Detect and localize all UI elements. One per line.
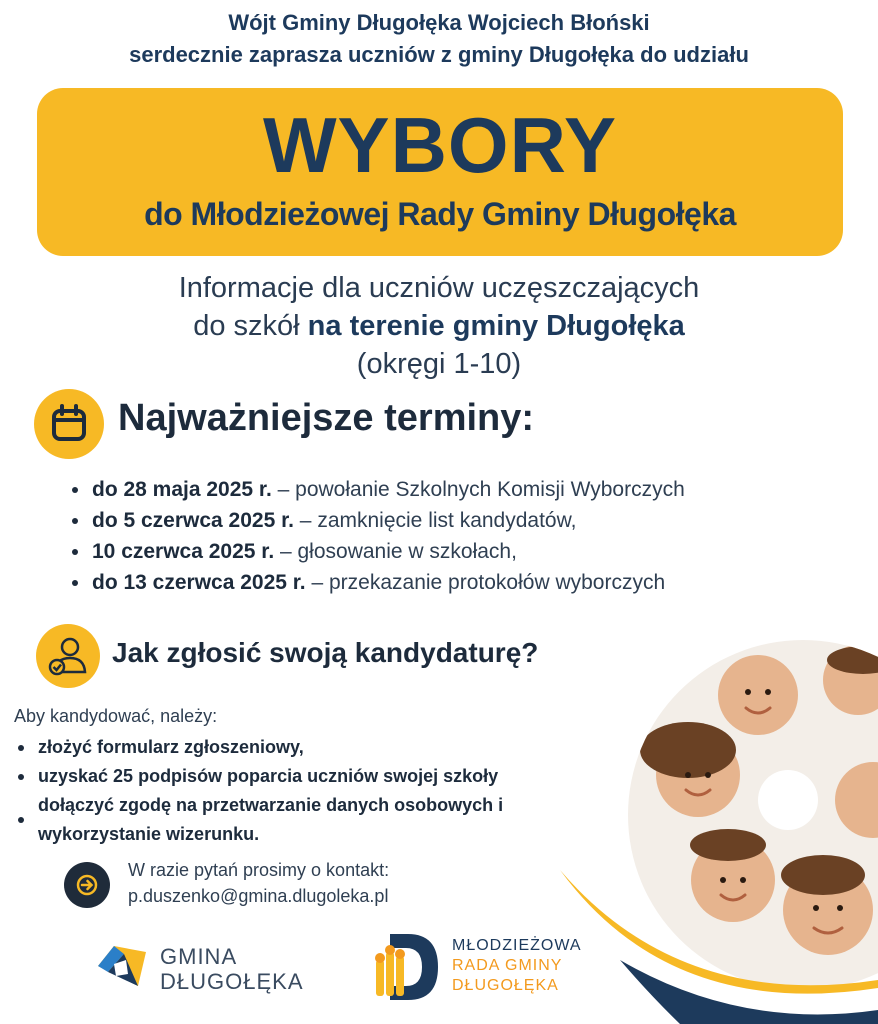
- deadlines-icon-badge: [34, 389, 104, 459]
- banner-subtitle: do Młodzieżowej Rady Gminy Długołęka: [144, 196, 736, 232]
- deadline-text: – zamknięcie list kandydatów,: [293, 509, 577, 532]
- contact-email[interactable]: p.duszenko@gmina.dlugoleka.pl: [128, 886, 389, 906]
- deadline-date: do 28 maja 2025 r.: [92, 478, 272, 501]
- info-line-2-prefix: do szkół: [193, 310, 308, 342]
- user-check-icon: [36, 624, 100, 688]
- intro-line-1: Wójt Gminy Długołęka Wojciech Błoński: [228, 10, 650, 35]
- mrg-logo-line-2: RADA GMINY: [452, 957, 563, 974]
- gmina-logo-text: [160, 944, 304, 994]
- deadline-date: 10 czerwca 2025 r.: [92, 540, 275, 563]
- banner-title: WYBORY: [262, 101, 618, 189]
- gmina-logo-line-1: GMINA: [160, 944, 238, 969]
- intro-line-2: serdecznie zaprasza uczniów z gminy Długołęka do udziału: [129, 42, 749, 67]
- contact-button[interactable]: [64, 862, 110, 908]
- title-banner: [37, 88, 843, 256]
- mrg-logo-text: [452, 936, 582, 996]
- deadline-text: – przekazanie protokołów wyborczych: [305, 571, 666, 594]
- candidacy-item: uzyskać 25 podpisów poparcia uczniów swojej szkoły: [16, 762, 616, 791]
- deadlines-list: [70, 474, 685, 598]
- info-line-2-bold: na terenie gminy Długołęka: [307, 310, 685, 342]
- mrg-logo-line-3: DŁUGOŁĘKA: [452, 977, 559, 994]
- mrg-logo-line-1: MŁODZIEŻOWA: [452, 937, 582, 954]
- candidacy-intro: Aby kandydować, należy:: [14, 706, 218, 726]
- deadline-text: – głosowanie w szkołach,: [274, 540, 517, 563]
- candidacy-list: [16, 733, 616, 849]
- deadline-item: [70, 536, 685, 567]
- deadline-item: [70, 505, 685, 536]
- candidacy-icon-badge: [36, 624, 100, 688]
- mrg-logo-icon: [372, 930, 442, 1004]
- deadline-date: do 5 czerwca 2025 r.: [92, 509, 294, 532]
- info-line-3: (okręgi 1-10): [356, 348, 522, 380]
- calendar-icon: [34, 389, 104, 459]
- decorative-swoosh: [560, 860, 878, 1024]
- deadline-text: – powołanie Szkolnych Komisji Wyborczych: [271, 478, 685, 501]
- gmina-logo-icon: [94, 942, 150, 990]
- arrow-right-icon: [64, 862, 110, 908]
- deadlines-title: Najważniejsze terminy:: [118, 397, 535, 439]
- candidacy-item: dołączyć zgodę na przetwarzanie danych osobowych i wykorzystanie wizerunku.: [16, 791, 616, 849]
- info-line-1: Informacje dla uczniów uczęszczających: [178, 272, 700, 304]
- deadline-item: [70, 567, 685, 598]
- candidacy-item: złożyć formularz zgłoszeniowy,: [16, 733, 616, 762]
- info-line-2: [0, 310, 878, 343]
- gmina-logo-line-2: DŁUGOŁĘKA: [160, 969, 304, 994]
- candidacy-title: Jak zgłosić swoją kandydaturę?: [112, 637, 539, 668]
- deadline-item: [70, 474, 685, 505]
- deadline-date: do 13 czerwca 2025 r.: [92, 571, 306, 594]
- contact-label: W razie pytań prosimy o kontakt:: [128, 860, 390, 880]
